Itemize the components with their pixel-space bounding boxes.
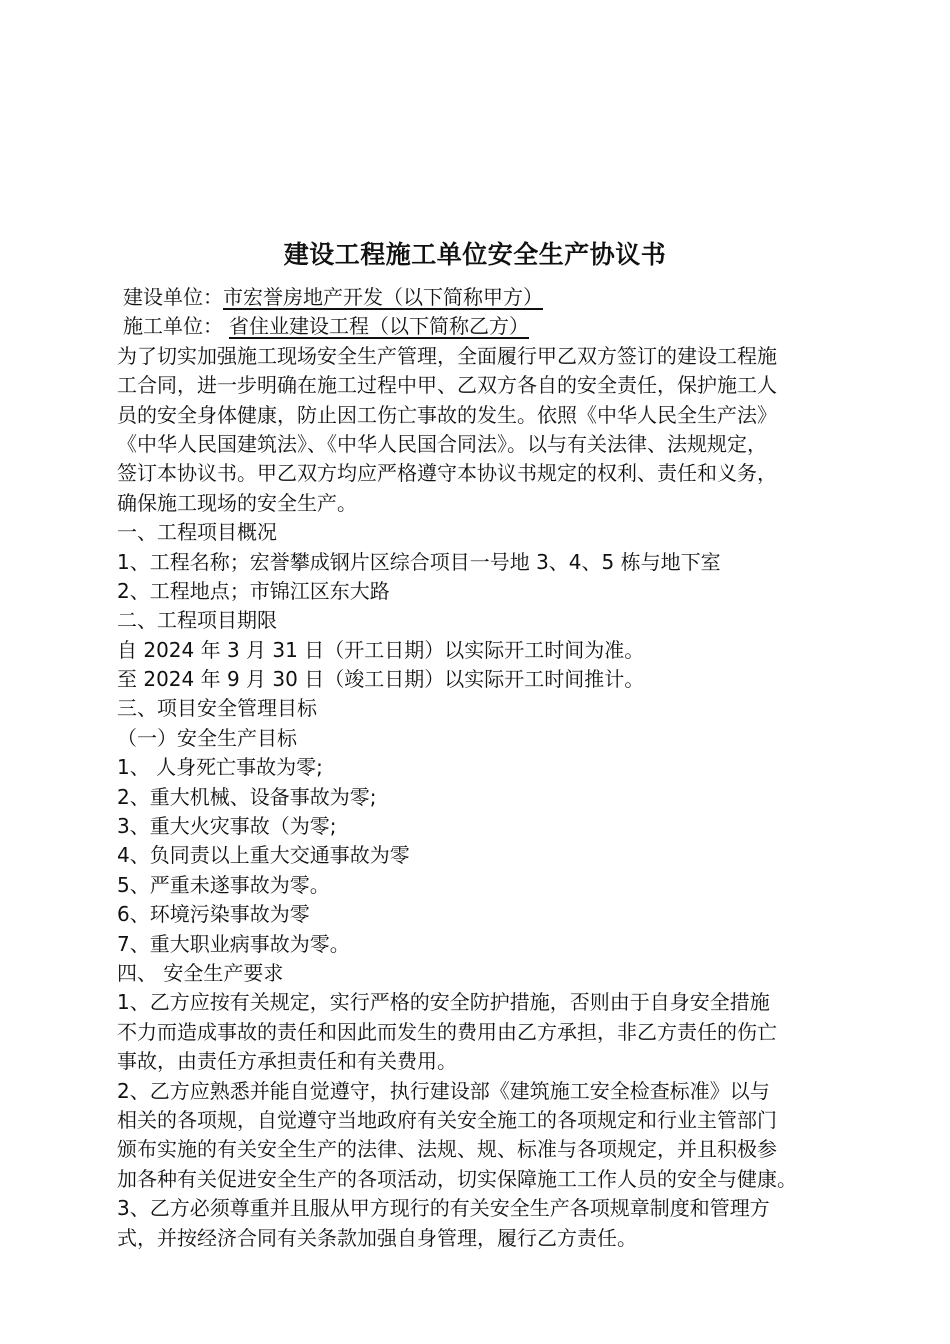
safety-target-item: 3、重大火灾事故（为零; <box>117 814 337 839</box>
paragraph-line: 不力而造成事故的责任和因此而发生的费用由乙方承担，非乙方责任的伤亡 <box>117 1019 777 1044</box>
paragraph-line: 颁布实施的有关安全生产的法律、法规、规、标准与各项规定，并且积极参 <box>117 1137 777 1162</box>
project-name: 1、工程名称；宏誉攀成钢片区综合项目一号地 3、4、5 栋与地下室 <box>117 549 721 574</box>
safety-target-item: 4、负同责以上重大交通事故为零 <box>117 843 410 868</box>
section-4-heading: 四、 安全生产要求 <box>117 960 284 985</box>
end-date: 至 2024 年 9 月 30 日（竣工日期）以实际开工时间推计。 <box>117 667 645 692</box>
section-3-subheading: （一）安全生产目标 <box>117 725 297 750</box>
safety-target-item: 1、 人身死亡事故为零; <box>117 755 323 780</box>
paragraph-line: 事故，由责任方承担责任和有关费用。 <box>117 1049 457 1074</box>
safety-target-item: 7、重大职业病事故为零。 <box>117 931 350 956</box>
intro-line: 工合同，进一步明确在施工过程中甲、乙双方各自的安全责任，保护施工人 <box>117 373 777 398</box>
section-2-heading: 二、工程项目期限 <box>117 608 277 633</box>
requirement-paragraph-1 <box>117 988 877 1076</box>
paragraph-line: 2、乙方应熟悉并能自觉遵守，执行建设部《建筑施工安全检查标准》以与 <box>117 1078 770 1103</box>
paragraph-line: 1、乙方应按有关规定，实行严格的安全防护措施，否则由于自身安全措施 <box>117 990 770 1015</box>
paragraph-line: 式，并按经济合同有关条款加强自身管理，履行乙方责任。 <box>117 1225 637 1250</box>
intro-line: 为了切实加强施工现场安全生产管理，全面履行甲乙双方签订的建设工程施 <box>117 343 777 368</box>
requirement-paragraph-3 <box>117 1194 877 1253</box>
party-a-value: 市宏誉房地产开发（以下简称甲方） <box>223 285 543 309</box>
document-title: 建设工程施工单位安全生产协议书 <box>283 240 667 269</box>
project-location: 2、工程地点；市锦江区东大路 <box>117 578 390 603</box>
section-1-heading: 一、工程项目概况 <box>117 520 277 545</box>
safety-target-item: 2、重大机械、设备事故为零; <box>117 784 377 809</box>
party-b-label: 施工单位： <box>123 314 223 339</box>
paragraph-line: 3、乙方必须尊重并且服从甲方现行的有关安全生产各项规章制度和管理方 <box>117 1196 770 1221</box>
section-3-heading: 三、项目安全管理目标 <box>117 696 317 721</box>
requirement-paragraph-2 <box>117 1077 877 1195</box>
intro-paragraph <box>117 342 877 518</box>
intro-line: 员的安全身体健康，防止因工伤亡事故的发生。依照《中华人民全生产法》 <box>117 402 777 427</box>
safety-target-item: 6、环境污染事故为零 <box>117 902 310 927</box>
intro-line: 确保施工现场的安全生产。 <box>117 490 357 515</box>
document-body <box>117 283 877 1253</box>
party-b-line <box>117 312 877 341</box>
party-a-line <box>117 283 877 312</box>
party-a-label: 建设单位： <box>123 285 223 309</box>
paragraph-line: 加各种有关促进安全生产的各项活动，切实保障施工工作人员的安全与健康。 <box>117 1166 797 1191</box>
party-b-value: 省住业建设工程（以下简称乙方） <box>229 314 529 339</box>
start-date: 自 2024 年 3 月 31 日（开工日期）以实际开工时间为准。 <box>117 637 645 662</box>
intro-line: 签订本协议书。甲乙双方均应严格遵守本协议书规定的权利、责任和义务， <box>117 461 777 486</box>
paragraph-line: 相关的各项规，自觉遵守当地政府有关安全施工的各项规定和行业主管部门 <box>117 1107 777 1132</box>
safety-target-item: 5、严重未遂事故为零。 <box>117 872 330 897</box>
intro-line: 《中华人民国建筑法》、《中华人民国合同法》。以与有关法律、法规规定， <box>117 431 767 456</box>
